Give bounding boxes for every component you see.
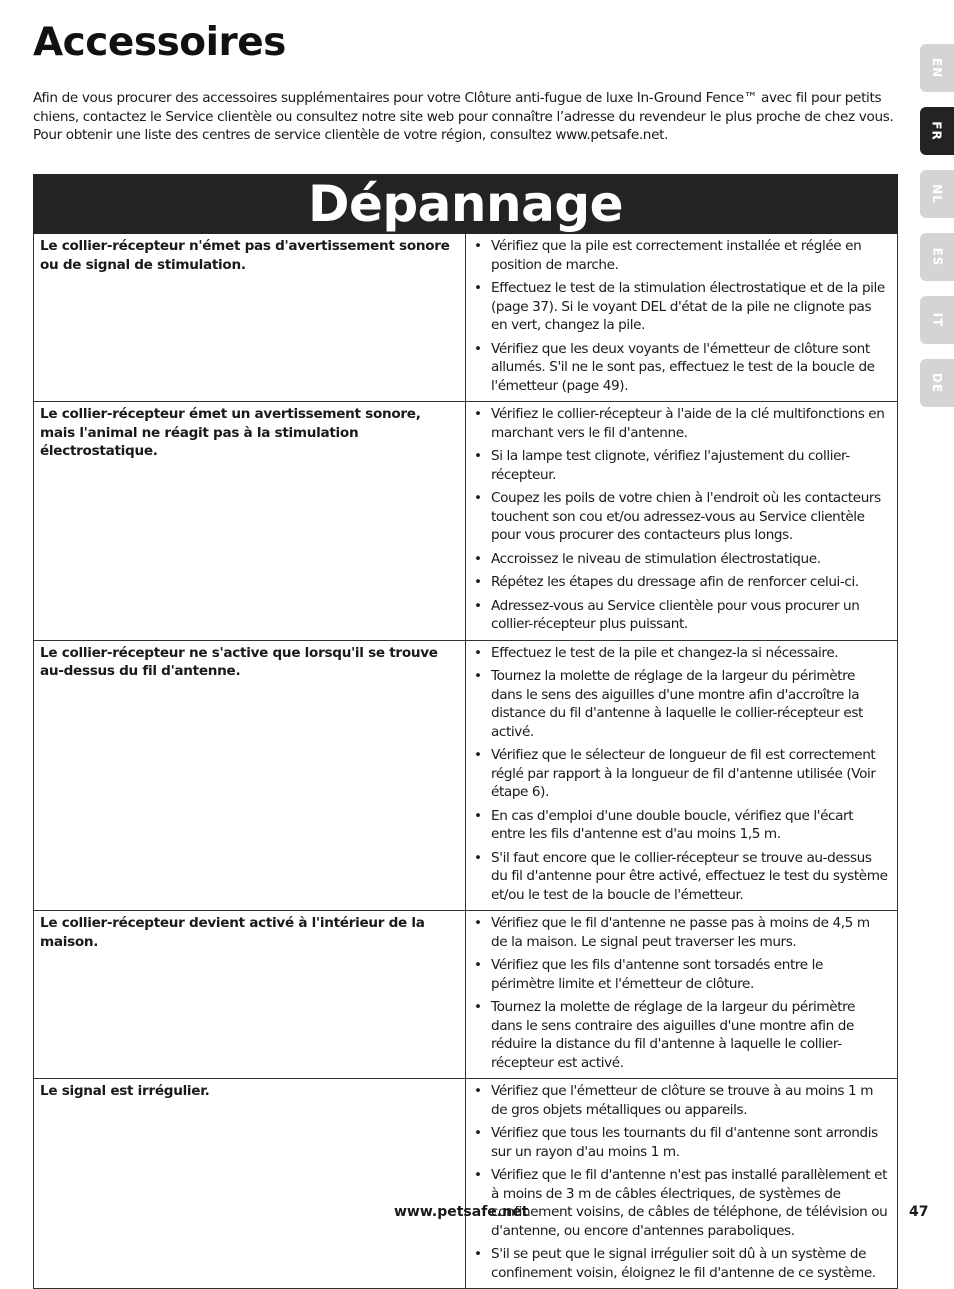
language-tab-en <box>920 44 954 92</box>
solution-list <box>474 405 889 634</box>
troubleshooting-header-row <box>34 175 898 234</box>
troubleshooting-row <box>34 1079 898 1289</box>
solution-item: • Vérifiez le collier-récepteur à l'aide de la clé multifonctions en marchant vers le fil d'antenne. <box>474 405 889 442</box>
solutions-cell <box>466 1079 898 1289</box>
language-tab-it <box>920 296 954 344</box>
solutions-cell <box>466 911 898 1079</box>
solution-item: • Effectuez le test de la pile et changez-la si nécessaire. <box>474 644 889 663</box>
solution-list <box>474 914 889 1072</box>
language-tabs <box>920 44 954 422</box>
language-tab-label: FR <box>930 121 944 141</box>
solution-item: • Si la lampe test clignote, vérifiez l'ajustement du collier-récepteur. <box>474 447 889 484</box>
problem-cell: Le signal est irrégulier. <box>34 1079 466 1289</box>
accessories-intro: Afin de vous procurer des accessoires supplémentaires pour votre Clôture anti-fugue de luxe In-Ground Fence™ avec fil pour petits chiens, contactez le Service clientèle ou consultez notre site web pour connaître l’adresse du revendeur le plus proche de chez vous. Pour obtenir une liste des centres de service clientèle de votre région, consultez www.petsafe.net. <box>33 90 894 143</box>
troubleshooting-row <box>34 640 898 911</box>
solution-item: • Effectuez le test de la stimulation électrostatique et de la pile (page 37). Si le voyant DEL d'état de la pile ne clignote pas en vert, changez la pile. <box>474 279 889 335</box>
language-tab-label: EN <box>930 57 944 79</box>
solutions-cell <box>466 402 898 641</box>
language-tab-label: IT <box>930 312 944 328</box>
solution-list <box>474 644 889 905</box>
problem-cell: Le collier-récepteur ne s'active que lorsqu'il se trouve au-dessus du fil d'antenne. <box>34 640 466 911</box>
solution-item: • Vérifiez que tous les tournants du fil d'antenne sont arrondis sur un rayon d'au moins 1 m. <box>474 1124 889 1161</box>
troubleshooting-title: Dépannage <box>34 175 898 234</box>
solution-item: • Accroissez le niveau de stimulation électrostatique. <box>474 550 889 569</box>
solution-item: • Vérifiez que les deux voyants de l'émetteur de clôture sont allumés. S'il ne le sont pas, effectuez le test de la boucle de l'émetteur (page 49). <box>474 340 889 396</box>
language-tab-fr <box>920 107 954 155</box>
language-tab-label: ES <box>930 247 944 267</box>
troubleshooting-row <box>34 234 898 402</box>
problem-cell: Le collier-récepteur émet un avertissement sonore, mais l'animal ne réagit pas à la stimulation électrostatique. <box>34 402 466 641</box>
solution-item: • En cas d'emploi d'une double boucle, vérifiez que l'écart entre les fils d'antenne est d'au moins 1,5 m. <box>474 807 889 844</box>
solution-item: • S'il faut encore que le collier-récepteur se trouve au-dessus du fil d'antenne pour être activé, effectuez le test du système et/ou le test de la boucle de l'émetteur. <box>474 849 889 905</box>
accessories-title: Accessoires <box>33 20 286 65</box>
solutions-cell <box>466 640 898 911</box>
solution-item: • Vérifiez que l'émetteur de clôture se trouve à au moins 1 m de gros objets métalliques ou appareils. <box>474 1082 889 1119</box>
page-number: 47 <box>909 1204 929 1220</box>
language-tab-es <box>920 233 954 281</box>
language-tab-nl <box>920 170 954 218</box>
troubleshooting-rows <box>34 234 898 1289</box>
footer-url: www.petsafe.net <box>394 1204 529 1220</box>
solution-list <box>474 1082 889 1282</box>
solutions-cell <box>466 234 898 402</box>
troubleshooting-row <box>34 402 898 641</box>
language-tab-label: NL <box>929 184 944 204</box>
troubleshooting-table <box>33 174 898 1289</box>
solution-item: • S'il se peut que le signal irrégulier soit dû à un système de confinement voisin, éloignez le fil d'antenne de ce système. <box>474 1245 889 1282</box>
troubleshooting-row <box>34 911 898 1079</box>
solution-item: • Vérifiez que la pile est correctement installée et réglée en position de marche. <box>474 237 889 274</box>
problem-cell: Le collier-récepteur devient activé à l'intérieur de la maison. <box>34 911 466 1079</box>
solution-item: • Adressez-vous au Service clientèle pour vous procurer un collier-récepteur plus puissant. <box>474 597 889 634</box>
solution-list <box>474 237 889 395</box>
solution-item: • Vérifiez que le fil d'antenne n'est pas installé parallèlement et à moins de 3 m de câbles électriques, de systèmes de confinement voisins, de câbles de téléphone, de télévision ou d'antenne, ou encore d'antennes paraboliques. <box>474 1166 889 1240</box>
solution-item: • Vérifiez que les fils d'antenne sont torsadés entre le périmètre limite et l'émetteur de clôture. <box>474 956 889 993</box>
solution-item: • Coupez les poils de votre chien à l'endroit où les contacteurs touchent son cou et/ou adressez-vous au Service clientèle pour vous procurer des contacteurs plus longs. <box>474 489 889 545</box>
language-tab-de <box>920 359 954 407</box>
language-tab-label: DE <box>929 372 944 394</box>
solution-item: • Répétez les étapes du dressage afin de renforcer celui-ci. <box>474 573 889 592</box>
solution-item: • Vérifiez que le fil d'antenne ne passe pas à moins de 4,5 m de la maison. Le signal peut traverser les murs. <box>474 914 889 951</box>
solution-item: • Tournez la molette de réglage de la largeur du périmètre dans le sens des aiguilles d'une montre afin d'accroître la distance du fil d'antenne à laquelle le collier-récepteur est activé. <box>474 667 889 741</box>
solution-item: • Tournez la molette de réglage de la largeur du périmètre dans le sens contraire des aiguilles d'une montre afin de réduire la distance du fil d'antenne à laquelle le collier-récepteur est activé. <box>474 998 889 1072</box>
problem-cell: Le collier-récepteur n'émet pas d'avertissement sonore ou de signal de stimulation. <box>34 234 466 402</box>
solution-item: • Vérifiez que le sélecteur de longueur de fil est correctement réglé par rapport à la longueur de fil d'antenne utilisée (Voir étape 6). <box>474 746 889 802</box>
